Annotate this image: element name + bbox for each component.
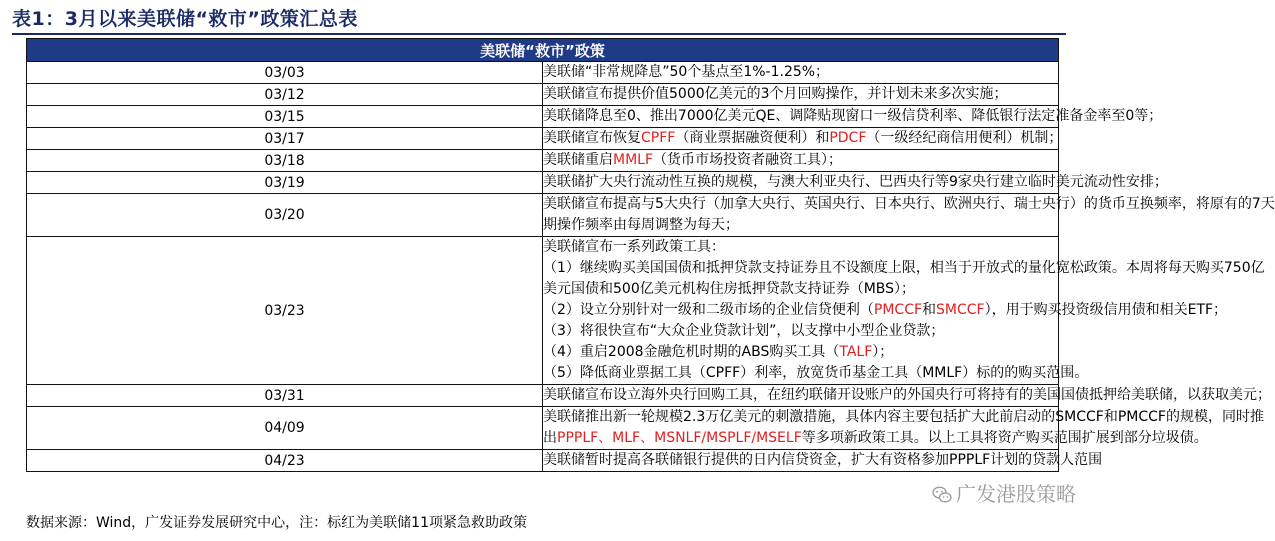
description-line (543, 363, 1089, 384)
watermark-text: 广发港股策略 (956, 482, 1076, 506)
text-segment: （一级经纪商信用便利）机制； (866, 130, 1063, 146)
row-description (543, 62, 1059, 84)
row-description (543, 237, 1265, 385)
text-segment: （商业票据融资便利）和 (675, 130, 830, 146)
description-line (543, 450, 1103, 471)
description-line (543, 194, 1275, 215)
row-description (543, 150, 1059, 172)
text-segment: 美联储降息至0、推出7000亿美元QE、调降贴现窗口一级信贷利率、降低银行法定准备金率至0等； (543, 108, 1163, 124)
row-description (543, 128, 1063, 150)
description-line (543, 258, 1265, 279)
text-segment: 美联储宣布恢复 (543, 130, 641, 146)
table-row (27, 150, 1059, 172)
row-description (543, 84, 1059, 106)
row-date: 03/03 (27, 62, 543, 84)
highlighted-policy: CPFF (641, 130, 676, 146)
highlighted-policy: PPPLF、MLF、MSNLF/MSPLF/MSELF (557, 430, 802, 446)
watermark (932, 478, 1076, 507)
table-row (27, 194, 1059, 237)
description-line (543, 128, 1063, 149)
highlighted-policy: TALF (839, 344, 873, 360)
row-description (543, 172, 1168, 194)
description-line (543, 385, 1271, 406)
text-segment: 美联储宣布设立海外央行回购工具，在纽约联储开设账户的外国央行可将持有的美国国债抵押给美联储，以获取美元； (543, 387, 1271, 403)
row-date: 03/18 (27, 150, 543, 172)
row-description (543, 385, 1271, 407)
wechat-icon (932, 486, 952, 504)
highlighted-policy: SMCCF (936, 302, 985, 318)
text-segment: 美联储宣布提供价值5000亿美元的3个月回购操作，并计划未来多次实施； (543, 86, 1008, 102)
description-line (543, 237, 1058, 258)
text-segment: 美联储扩大央行流动性互换的规模，与澳大利亚央行、巴西央行等9家央行建立临时美元流动性安排； (543, 174, 1168, 190)
text-segment: 和 (922, 302, 937, 318)
description-line (543, 342, 1058, 363)
row-date: 03/20 (27, 194, 543, 237)
row-date: 03/19 (27, 172, 543, 194)
row-date: 03/23 (27, 237, 543, 385)
description-line (543, 215, 1058, 236)
title-divider (12, 33, 1066, 35)
row-date: 04/09 (27, 407, 543, 450)
highlighted-policy: PDCF (829, 130, 867, 146)
text-segment: （5）降低商业票据工具（CPFF）利率，放宽货币基金工具（MMLF）标的的购买范围。 (543, 365, 1089, 381)
text-segment: 美联储推出新一轮规模2.3万亿美元的刺激措施，具体内容主要包括扩大此前启动的SMCCF和PMCCF的规模，同时推 (543, 409, 1264, 425)
description-line (543, 62, 1058, 83)
description-line (543, 84, 1058, 105)
policy-table (26, 38, 1275, 472)
table-row (27, 84, 1059, 106)
text-segment: ），用于购买投资级信用债和相关ETF； (984, 302, 1228, 318)
row-description (543, 450, 1103, 472)
highlighted-policy: MMLF (613, 152, 654, 168)
table-row (27, 106, 1059, 128)
row-description (543, 106, 1163, 128)
text-segment: （3）将很快宣布“大众企业贷款计划”，以支撑中小型企业贷款； (543, 323, 945, 339)
text-segment: （2）设立分别针对一级和二级市场的企业信贷便利（ (543, 302, 874, 318)
table-header: 美联储“救市”政策 (27, 39, 1059, 62)
text-segment: 美元国债和500亿美元机构住房抵押贷款支持证券（MBS）； (543, 281, 916, 297)
row-date: 03/17 (27, 128, 543, 150)
table-row (27, 128, 1059, 150)
table-row (27, 237, 1059, 385)
text-segment: 美联储宣布提高与5大央行（加拿大央行、英国央行、日本央行、欧洲央行、瑞士央行）的货币互换频率，将原有的7天 (543, 196, 1275, 212)
table-row (27, 385, 1059, 407)
row-date: 03/15 (27, 106, 543, 128)
description-line (543, 150, 1058, 171)
table-row (27, 450, 1059, 472)
page-title: 表1：3月以来美联储“救市”政策汇总表 (12, 8, 358, 30)
description-line (543, 407, 1264, 428)
description-line (543, 279, 1058, 300)
row-description (543, 194, 1275, 237)
text-segment: （4）重启2008金融危机时期的ABS购买工具（ (543, 344, 840, 360)
description-line (543, 106, 1163, 127)
row-date: 03/12 (27, 84, 543, 106)
description-line (543, 172, 1168, 193)
highlighted-policy: PMCCF (873, 302, 923, 318)
text-segment: 美联储暂时提高各联储银行提供的日内信贷资金，扩大有资格参加PPPLF计划的贷款人范围 (543, 452, 1103, 468)
text-segment: 美联储宣布一系列政策工具： (543, 239, 725, 255)
description-line (543, 321, 1058, 342)
description-line (543, 428, 1208, 449)
text-segment: （货币市场投资者融资工具）； (653, 152, 843, 168)
description-line (543, 300, 1228, 321)
text-segment: 美联储“非常规降息”50个基点至1%-1.25%； (543, 64, 830, 80)
table-row (27, 62, 1059, 84)
text-segment: 美联储重启 (543, 152, 613, 168)
text-segment: （1）继续购买美国国债和抵押贷款支持证券且不设额度上限，相当于开放式的量化宽松政策。本周将每天购买750亿 (543, 260, 1265, 276)
text-segment: 出 (543, 430, 557, 446)
table-row (27, 407, 1059, 450)
text-segment: 期操作频率由每周调整为每天； (543, 217, 739, 233)
text-segment: ）； (872, 344, 894, 360)
row-description (543, 407, 1264, 450)
table-row (27, 172, 1059, 194)
text-segment: 等多项新政策工具。以上工具将资产购买范围扩展到部分垃圾债。 (801, 430, 1208, 446)
row-date: 03/31 (27, 385, 543, 407)
row-date: 04/23 (27, 450, 543, 472)
source-note: 数据来源：Wind，广发证券发展研究中心，注：标红为美联储11项紧急救助政策 (26, 515, 527, 531)
